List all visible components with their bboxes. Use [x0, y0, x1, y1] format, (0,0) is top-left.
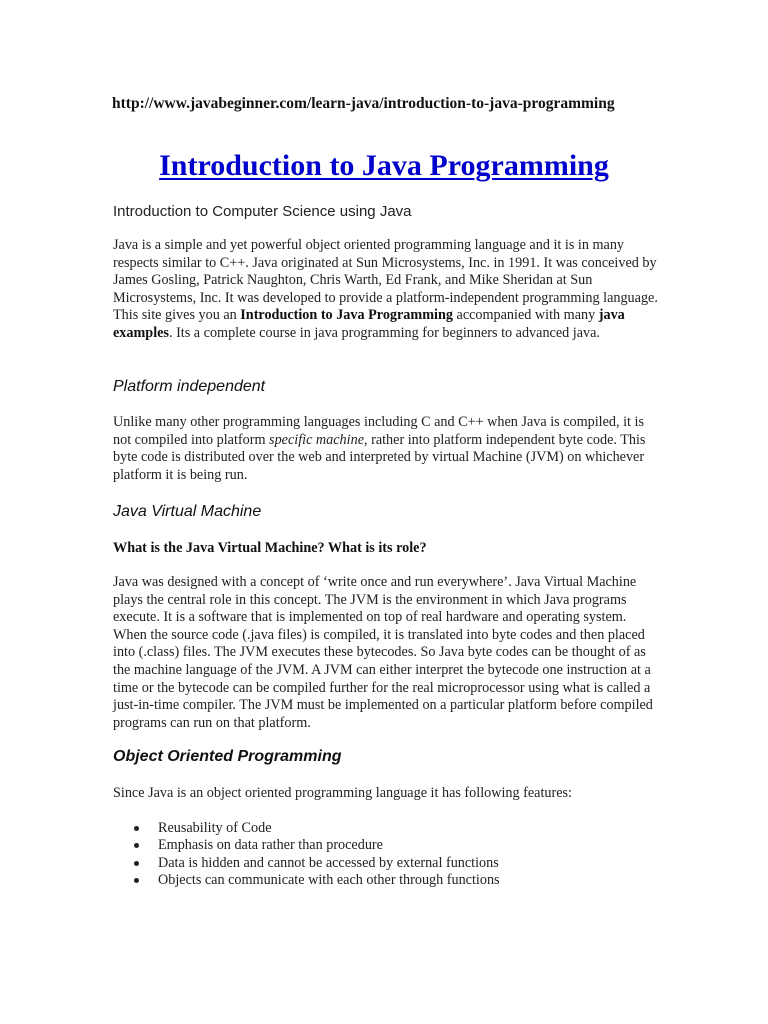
- platform-text-1: Unlike many other programming languages including C and C++ when Java is compiled, it is not compiled into platform: [113, 414, 644, 448]
- intro-text-2: accompanied with many: [452, 307, 599, 324]
- intro-bold-1: Introduction to Java Programming: [240, 307, 453, 324]
- heading-java-virtual-machine: Java Virtual Machine: [113, 503, 262, 520]
- feature-text: Emphasis on data rather than procedure: [158, 837, 383, 854]
- list-item: [113, 872, 500, 889]
- source-url[interactable]: http://www.javabeginner.com/learn-java/introduction-to-java-programming: [112, 95, 615, 112]
- bullet-icon: [134, 843, 139, 848]
- page-title: [0, 148, 768, 184]
- heading-object-oriented-programming: Object Oriented Programming: [113, 748, 342, 765]
- jvm-question: What is the Java Virtual Machine? What is its role?: [113, 540, 427, 556]
- intro-text-1: Java is a simple and yet powerful object oriented programming language and it is in many respects similar to C++. Java originated at Sun Microsystems, Inc. in 1991. It was conceived by James Gosling, Patrick Naughton, Chris Warth, Ed Frank, and Mike Sheridan at Sun Microsystems, Inc. It was developed to provide a platform-independent programming language. This site gives you an: [113, 237, 658, 324]
- feature-list: [113, 820, 500, 890]
- platform-text-2: , rather into platform independent byte code. This byte code is distributed over the web and interpreted by virtual Machine (JVM) on whichever platform it is being run.: [113, 431, 646, 483]
- list-item: [113, 820, 500, 837]
- platform-paragraph: [113, 414, 658, 484]
- page-title-link[interactable]: Introduction to Java Programming: [159, 149, 609, 182]
- list-item: [113, 837, 500, 854]
- jvm-paragraph: Java was designed with a concept of ‘write once and run everywhere’. Java Virtual Machine plays the central role in this concept. The JVM is the environment in which Java programs execute. It is a software that is implemented on top of real hardware and operating system. When the source code (.java files) is compiled, it is translated into byte codes and then placed into (.class) files. The JVM executes these bytecodes. So Java byte codes can be thought of as the machine language of the JVM. A JVM can either interpret the bytecode one instruction at a time or the bytecode can be compiled further for the real microprocessor using what is called a just-in-time compiler. The JVM must be implemented on a particular platform before compiled programs can run on that platform.: [113, 574, 653, 731]
- oop-intro: Since Java is an object oriented programming language it has following features:: [113, 785, 572, 801]
- intro-paragraph: [113, 237, 658, 343]
- bullet-icon: [134, 826, 139, 831]
- bullet-icon: [134, 878, 139, 883]
- page-subtitle: Introduction to Computer Science using Java: [113, 203, 412, 220]
- platform-italic: specific machine: [269, 431, 364, 448]
- feature-text: Reusability of Code: [158, 820, 272, 836]
- intro-text-3: . Its a complete course in java programming for beginners to advanced java.: [168, 324, 600, 341]
- feature-text: Objects can communicate with each other through functions: [158, 872, 500, 889]
- list-item: [113, 855, 500, 872]
- intro-bold-2: java examples: [113, 307, 625, 341]
- bullet-icon: [134, 861, 139, 866]
- heading-platform-independent: Platform independent: [113, 378, 266, 395]
- feature-text: Data is hidden and cannot be accessed by external functions: [158, 854, 499, 871]
